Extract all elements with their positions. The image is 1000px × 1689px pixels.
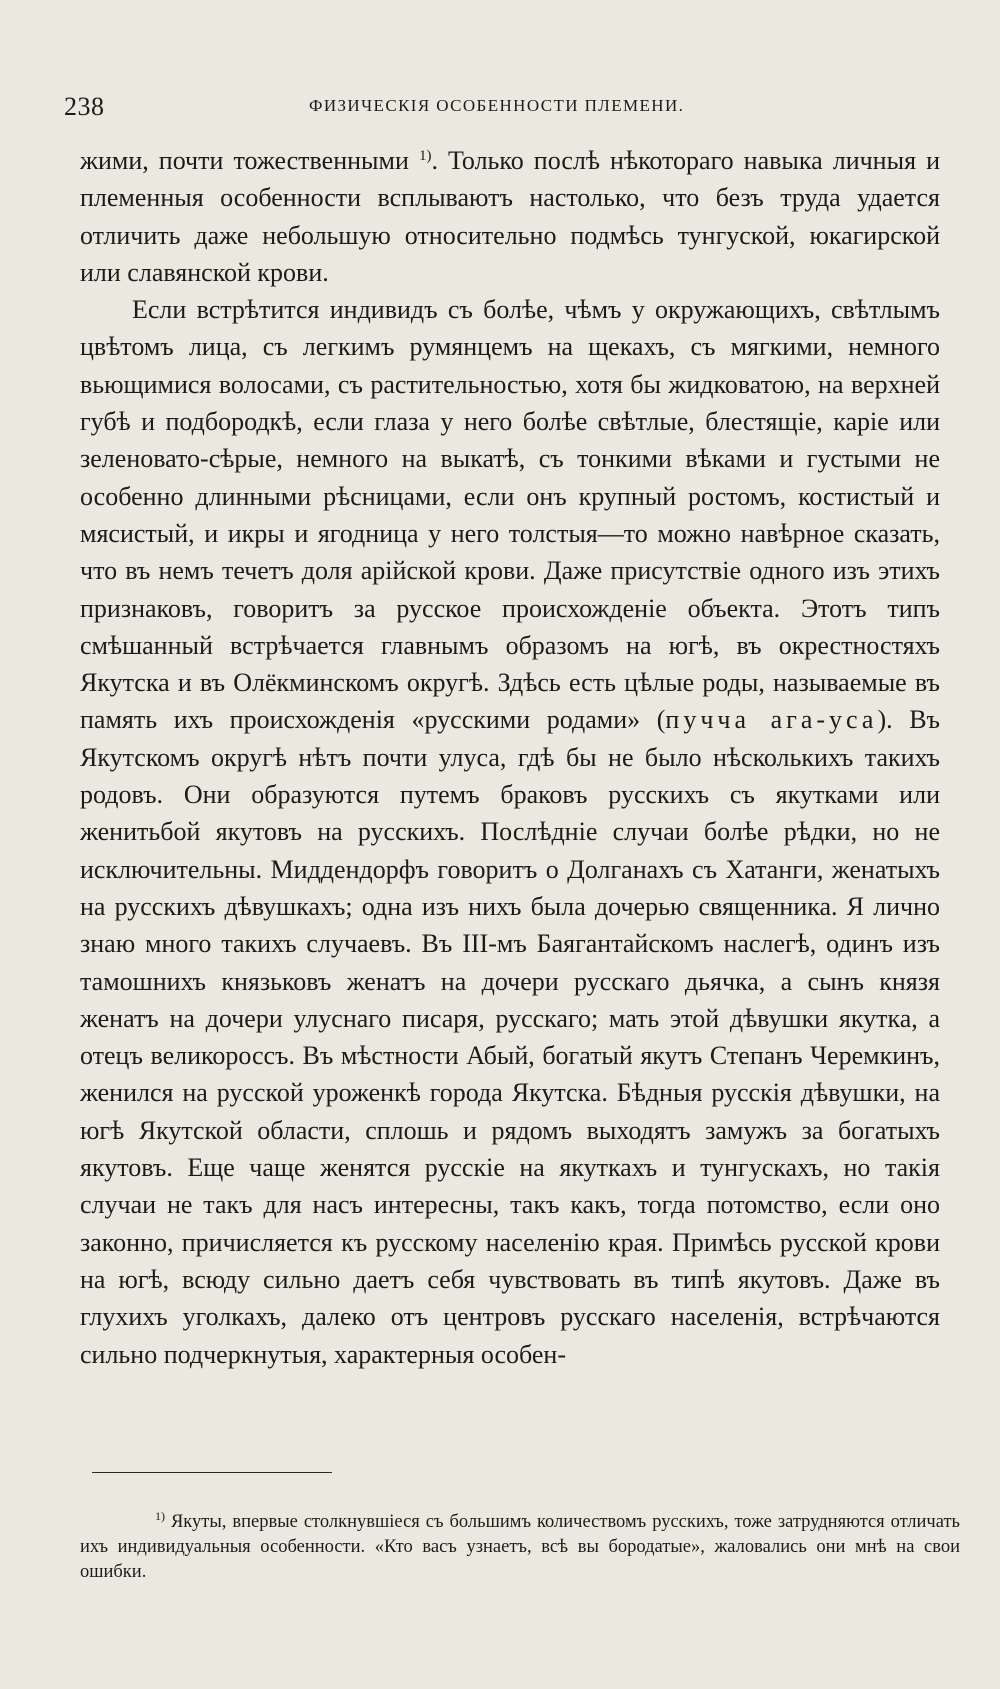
footnote bbox=[80, 1510, 960, 1585]
paragraph-continued bbox=[80, 142, 940, 291]
paragraph bbox=[80, 291, 940, 1373]
paragraph-text: ). Въ Якутскомъ округѣ нѣтъ почти улуса, гдѣ бы не было нѣсколькихъ такихъ родовъ. Они образуются путемъ браковъ русскихъ съ якутками или женитьбой якутовъ на русскихъ. Послѣдніе случаи болѣе рѣдки, но не исключительны. Миддендорфъ говоритъ о Долганахъ съ Хатанги, женатыхъ на русскихъ дѣвушкахъ; одна изъ нихъ была дочерью священника. Я лично знаю много такихъ случаевъ. Въ III-мъ Баягантайскомъ наслегѣ, одинъ изъ тамошнихъ князьковъ женатъ на дочери русскаго дьячка, а сынъ князя женатъ на дочери улуснаго писаря, русскаго; мать этой дѣвушки якутка, а отецъ великороссъ. Въ мѣстности Абый, богатый якутъ Степанъ Черемкинъ, женился на русской уроженкѣ города Якутска. Бѣдныя русскія дѣвушки, на югѣ Якутской области, сплошь и рядомъ выходятъ замужъ за богатыхъ якутовъ. Еще чаще женятся русскіе на якуткахъ и тунгускахъ, но такія случаи не такъ для насъ интересны, такъ какъ, тогда потомство, если оно законно, причисляется къ русскому населенію края. Примѣсь русской крови на югѣ, всюду сильно даетъ себя чувствовать въ типѣ якутовъ. Даже въ глухихъ уголкахъ, далеко отъ центровъ русскаго населенія, встрѣчаются сильно подчеркнутыя, характерныя особен- bbox=[80, 705, 940, 1369]
page-header bbox=[64, 88, 944, 128]
paragraph-text: . Только послѣ нѣкотораго навыка личныя и племенныя особенности всплываютъ настолько, что безъ труда удается отличить даже небольшую относительно подмѣсь тунгуской, юкагирской или славянской крови. bbox=[80, 146, 940, 287]
footnote-reference[interactable]: 1) bbox=[418, 148, 432, 164]
main-text bbox=[80, 142, 940, 1373]
footnote-divider bbox=[92, 1472, 332, 1473]
paragraph-text: жими, почти тожественными bbox=[80, 146, 419, 175]
footnote-text: Якуты, впервые столкнувшіеся съ большимъ количествомъ русскихъ, тоже затрудняются отличать ихъ индивидуальныя особенности. «Кто васъ узнаетъ, всѣ вы бородатые», жаловались они мнѣ на свои ошибки. bbox=[80, 1512, 960, 1582]
emphasized-term: пучча ага-уса bbox=[665, 705, 878, 735]
running-title: ФИЗИЧЕСКІЯ ОСОБЕННОСТИ ПЛЕМЕНИ. bbox=[309, 96, 685, 115]
page-number: 238 bbox=[64, 92, 105, 121]
footnote-mark: 1) bbox=[155, 1509, 165, 1523]
paragraph-text: Если встрѣтится индивидъ съ болѣе, чѣмъ у окружающихъ, свѣтлымъ цвѣтомъ лица, съ легкимъ румянцемъ на щекахъ, съ мягкими, немного вьющимися волосами, съ растительностью, хотя бы жидковатою, на верхней губѣ и подбородкѣ, если глаза у него болѣе свѣтлые, блестящіе, каріе или зеленовато-сѣрые, немного на выкатѣ, съ тонкими вѣками и густыми не особенно длинными рѣсницами, если онъ крупный ростомъ, костистый и мясистый, и икры и ягодница у него толстыя—то можно навѣрное сказать, что въ немъ течетъ доля арійской крови. Даже присутствіе одного изъ этихъ признаковъ, говоритъ за русское происхожденіе объекта. Этотъ типъ смѣшанный встрѣчается главнымъ образомъ на югѣ, въ окрестностяхъ Якутска и въ Олёкминскомъ округѣ. Здѣсь есть цѣлые роды, называемые въ память ихъ происхожденія «русскими родами» ( bbox=[80, 295, 940, 735]
